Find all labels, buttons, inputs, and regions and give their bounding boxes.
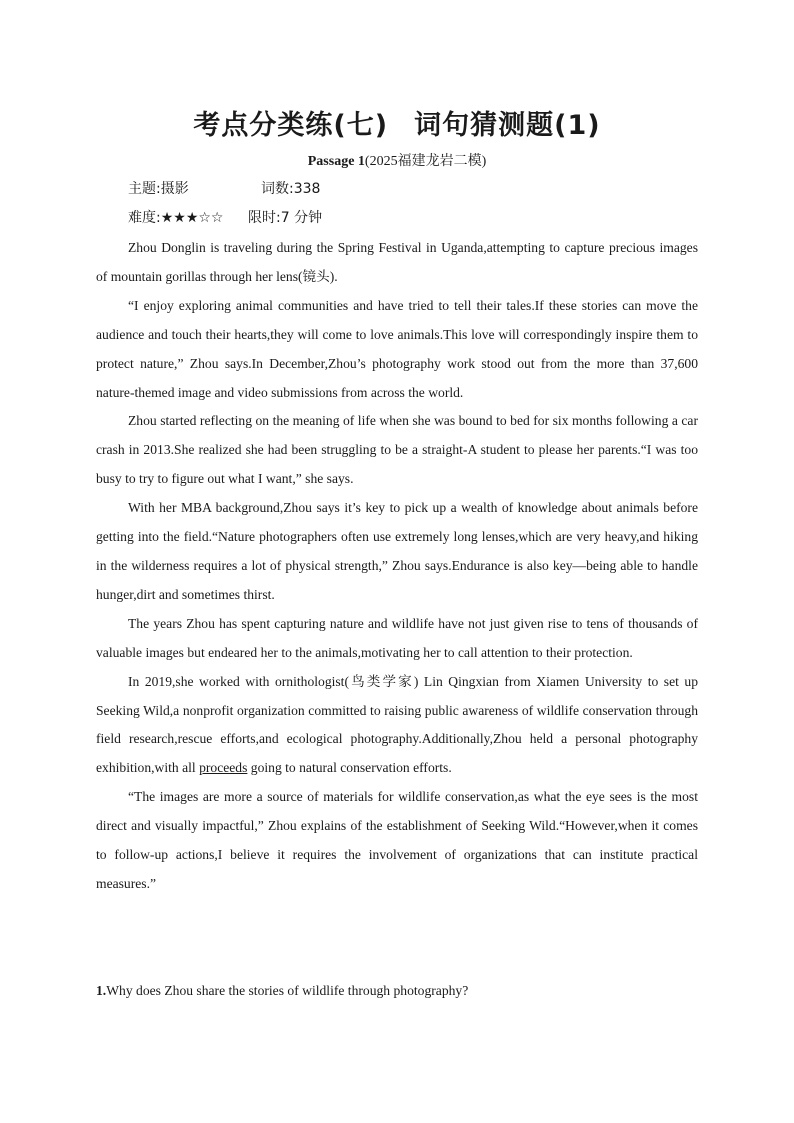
- meta-row-difficulty: [128, 207, 323, 227]
- question-1: [96, 983, 468, 999]
- question-number: 1.: [96, 983, 107, 998]
- passage-label: Passage 1: [307, 154, 365, 169]
- time-value: 7 分钟: [280, 210, 323, 226]
- passage-source: (2025福建龙岩二模): [364, 154, 487, 169]
- title-part-2: 词句猜测题(1): [414, 110, 601, 141]
- passage-subtitle: [0, 150, 794, 170]
- paragraph: Zhou started reflecting on the meaning of life when she was bound to bed for six months following a car crash in 2013.She realized she had been struggling to be a straight-A student to please her parents.“I was too busy to try to figure out what I want,” she says.: [96, 413, 698, 487]
- meta-row-topic: [128, 178, 321, 198]
- wordcount-label: 词数:: [261, 181, 294, 197]
- paragraph: “I enjoy exploring animal communities and have tried to tell their tales.If these stories can move the audience and touch their hearts,they will come to love animals.This love will correspondingly inspire them to protect nature,” Zhou says.In December,Zhou’s photography work stood out from the more than 37,600 nature-themed image and video submissions from across the world.: [96, 297, 698, 400]
- question-text: Why does Zhou share the stories of wildlife through photography?: [106, 983, 469, 998]
- difficulty-label: 难度:: [128, 210, 161, 226]
- wordcount-value: 338: [293, 181, 321, 197]
- page-title: [0, 103, 794, 142]
- paragraph: The years Zhou has spent capturing nature and wildlife have not just given rise to tens of thousands of valuable images but endeared her to the animals,motivating her to call attention to their protection.: [96, 615, 698, 660]
- passage-body: [96, 234, 698, 899]
- paragraph-text: In 2019,she worked with ornithologist(鸟类学家) Lin Qingxian from Xiamen University to set up Seeking Wild,a nonprofit organization committed to raising public awareness of wildlife conservation through field research,rescue efforts,and ecological photography.Additionally,Zhou held a personal photography exhibition,with all: [96, 673, 698, 776]
- paragraph: “The images are more a source of materials for wildlife conservation,as what the eye sees is the most direct and visually impactful,” Zhou explains of the establishment of Seeking Wild.“However,when it comes to follow-up actions,I believe it requires the involvement of organizations that can institute practical measures.”: [96, 789, 698, 891]
- underlined-word: proceeds: [199, 760, 248, 776]
- time-label: 限时:: [248, 210, 281, 226]
- paragraph: [96, 668, 698, 784]
- difficulty-stars: ★★★☆☆: [160, 210, 224, 226]
- paragraph: Zhou Donglin is traveling during the Spring Festival in Uganda,attempting to capture precious images of mountain gorillas through her lens(镜头).: [96, 240, 698, 284]
- topic-value: 摄影: [160, 181, 189, 197]
- paragraph: With her MBA background,Zhou says it’s key to pick up a wealth of knowledge about animals before getting into the field.“Nature photographers often use extremely long lenses,which are very heavy,and hiking in the wilderness requires a lot of physical strength,” Zhou says.Endurance is also key—being able to handle hunger,dirt and sometimes thirst.: [96, 500, 698, 602]
- topic-label: 主题:: [128, 181, 161, 197]
- paragraph-text: going to natural conservation efforts.: [247, 760, 452, 776]
- title-part-1: 考点分类练(七): [193, 110, 389, 141]
